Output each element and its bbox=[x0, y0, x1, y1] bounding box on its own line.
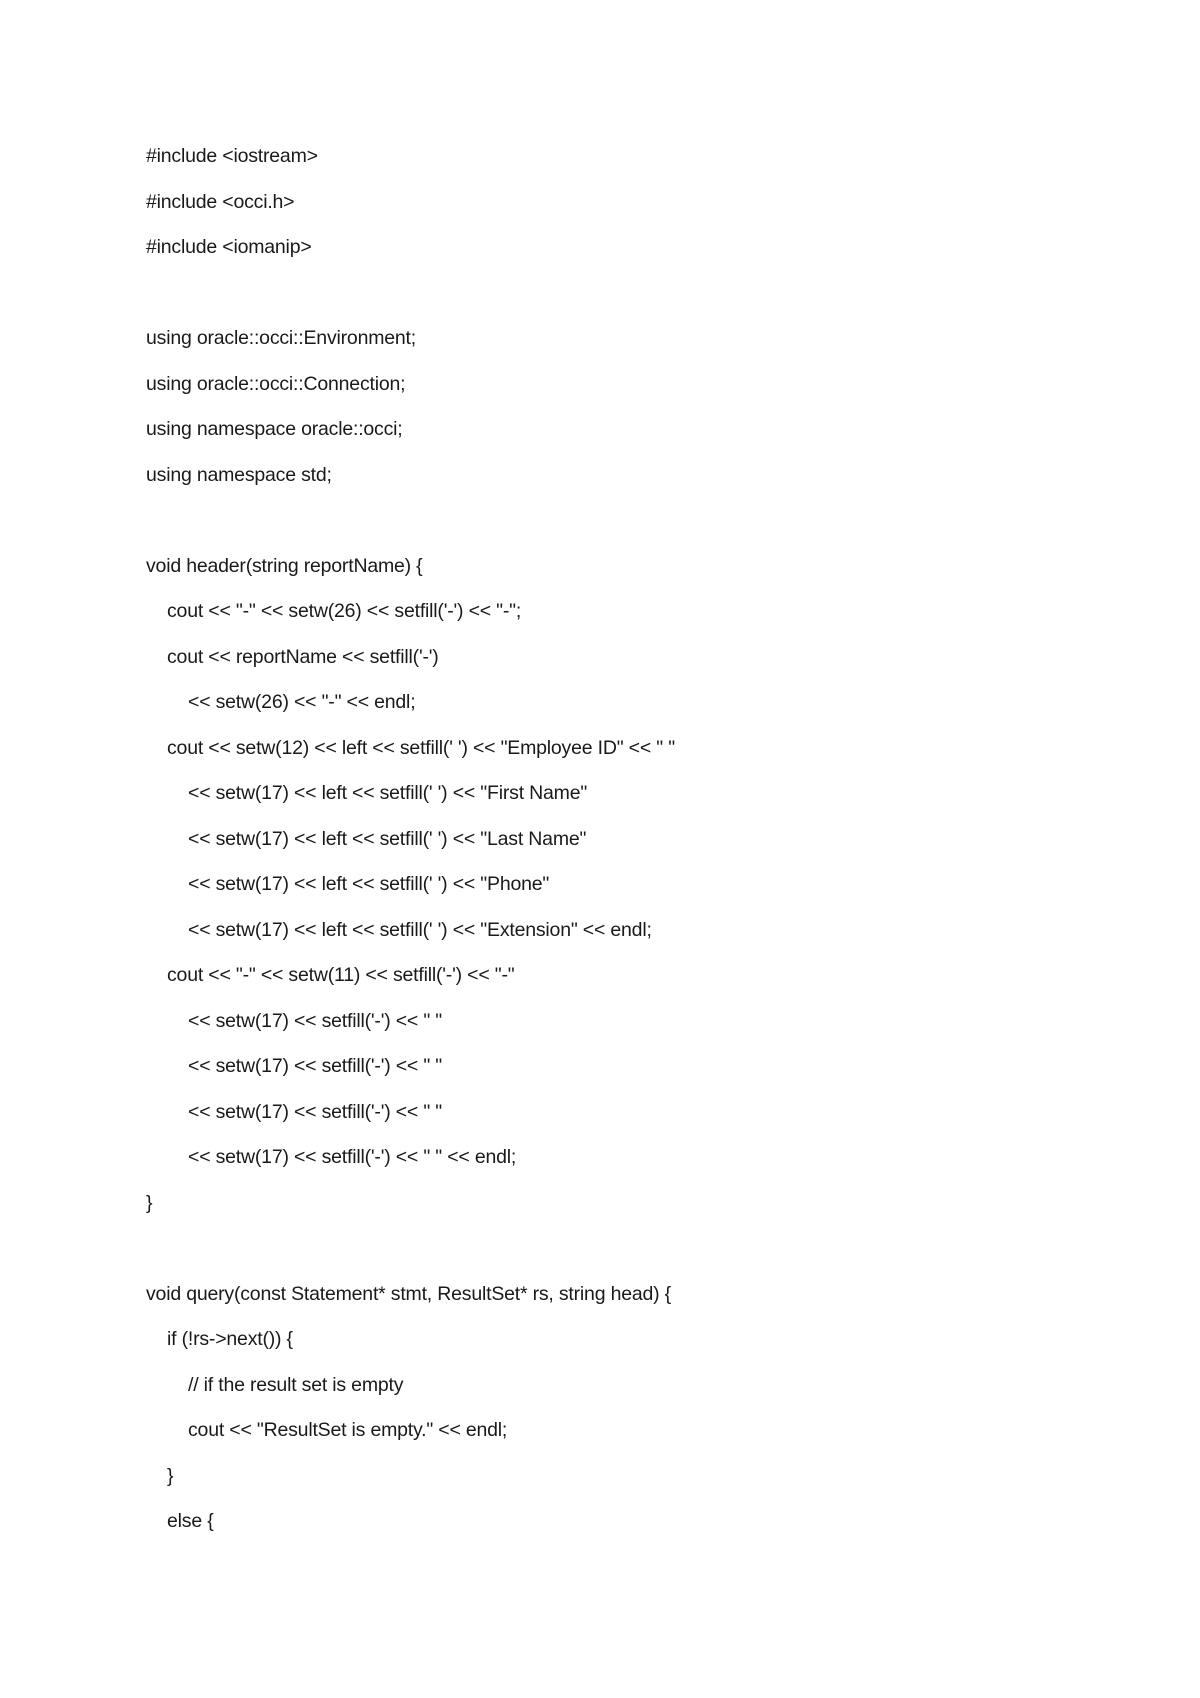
blank-line bbox=[146, 280, 1146, 326]
code-line: void header(string reportName) { bbox=[146, 554, 423, 577]
code-line: using oracle::occi::Connection; bbox=[146, 372, 406, 395]
code-line: << setw(17) << setfill('-') << " " bbox=[188, 1100, 443, 1123]
code-line: << setw(26) << "-" << endl; bbox=[188, 691, 416, 713]
code-line: << setw(17) << left << setfill(' ') << "First Name" bbox=[188, 782, 588, 804]
code-line: } bbox=[146, 1191, 153, 1214]
code-line: else { bbox=[167, 1510, 214, 1532]
code-line: using namespace oracle::occi; bbox=[146, 418, 403, 440]
blank-line bbox=[146, 507, 1146, 553]
code-line: #include <occi.h> bbox=[146, 190, 295, 213]
code-line: // if the result set is empty bbox=[188, 1373, 404, 1396]
code-line: << setw(17) << left << setfill(' ') << "Extension" << endl; bbox=[188, 918, 652, 941]
code-line: if (!rs->next()) { bbox=[167, 1328, 293, 1350]
code-line: void query(const Statement* stmt, ResultSet* rs, string head) { bbox=[146, 1282, 671, 1305]
code-line: cout << "-" << setw(11) << setfill('-') << "-" bbox=[167, 964, 515, 986]
code-line: cout << "-" << setw(26) << setfill('-') << "-"; bbox=[167, 600, 522, 622]
code-line: #include <iomanip> bbox=[146, 236, 312, 258]
code-line: << setw(17) << left << setfill(' ') << "Last Name" bbox=[188, 827, 587, 850]
code-line: << setw(17) << setfill('-') << " " << endl; bbox=[188, 1146, 517, 1168]
code-line: cout << setw(12) << left << setfill(' ') << "Employee ID" << " " bbox=[167, 736, 675, 759]
code-line: << setw(17) << left << setfill(' ') << "Phone" bbox=[188, 873, 550, 895]
code-line: << setw(17) << setfill('-') << " " bbox=[188, 1009, 443, 1032]
code-line: cout << reportName << setfill('-') bbox=[167, 645, 439, 668]
code-listing bbox=[146, 143, 1146, 1554]
code-line: using namespace std; bbox=[146, 463, 332, 486]
code-line: cout << "ResultSet is empty." << endl; bbox=[188, 1419, 508, 1441]
code-line: #include <iostream> bbox=[146, 145, 318, 167]
blank-line bbox=[146, 1235, 1146, 1281]
code-line: using oracle::occi::Environment; bbox=[146, 327, 416, 349]
code-line: } bbox=[167, 1464, 174, 1487]
code-line: << setw(17) << setfill('-') << " " bbox=[188, 1055, 443, 1077]
